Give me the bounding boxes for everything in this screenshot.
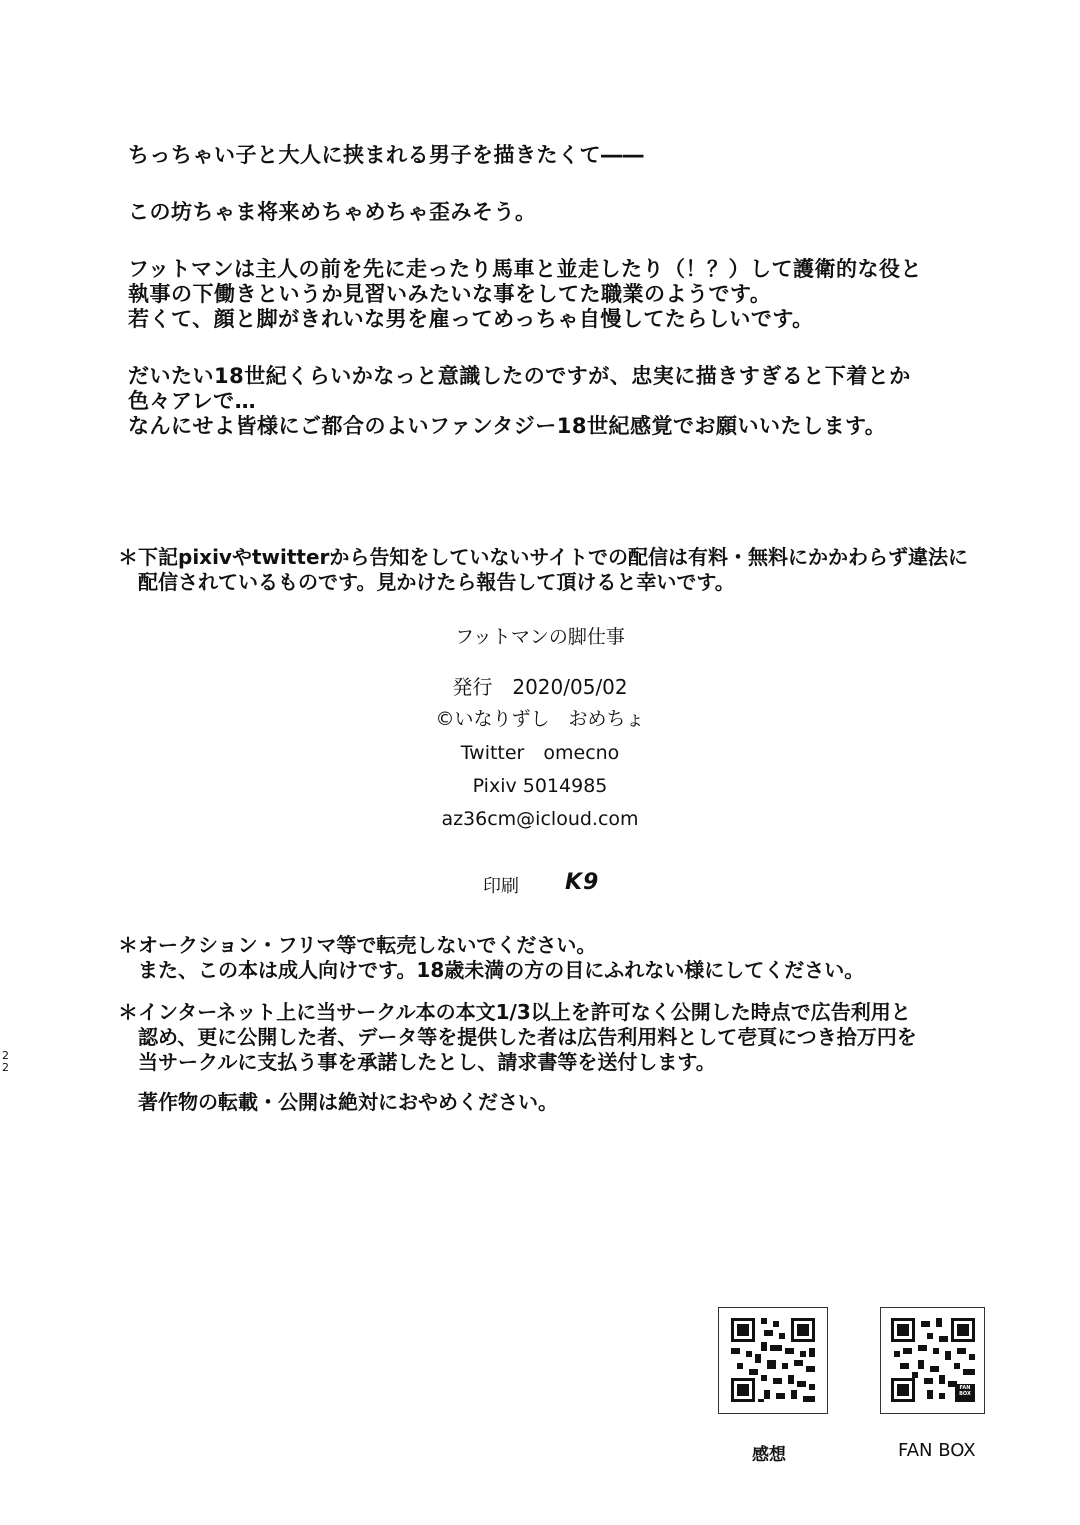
pixiv-id: Pixiv 5014985 — [472, 775, 608, 797]
twitter-handle: Twitter omecno — [460, 742, 620, 764]
qr-code-icon — [881, 1308, 984, 1413]
distribution-notice — [118, 545, 968, 595]
afterword — [128, 143, 1028, 439]
resale-notice — [118, 933, 864, 983]
book-title: フットマンの脚仕事 — [455, 626, 625, 648]
feedback-qr-code[interactable] — [718, 1307, 828, 1414]
notice-line: 認め、更に公開した者、データ等を提供した者は広告利用料として壱頁につき拾万円を — [118, 1025, 917, 1049]
printer-logo: K9 — [565, 870, 600, 895]
notice-line: 配信されているものです。見かけたら報告して頂けると幸いです。 — [118, 570, 735, 594]
fanbox-caption: FAN BOX — [898, 1440, 976, 1461]
afterword-paragraph-4 — [128, 364, 1028, 439]
afterword-line: 若くて、顔と脚がきれいな男を雇ってめっちゃ自慢してたらしいです。 — [128, 307, 814, 331]
afterword-line: 執事の下働きというか見習いみたいな事をしてた職業のようです。 — [128, 282, 772, 306]
notice-line: ＊インターネット上に当サークル本の本文1/3以上を許可なく公開した時点で広告利用と — [118, 1000, 911, 1024]
fanbox-badge: FAN BOX — [959, 1385, 971, 1397]
notice-line: ＊オークション・フリマ等で転売しないでください。 — [118, 933, 597, 957]
copyright-notice: 著作物の転載・公開は絶対におやめください。 — [118, 1090, 558, 1114]
afterword-paragraph-2: この坊ちゃま将来めちゃめちゃ歪みそう。 — [128, 200, 537, 224]
email-address: az36cm@icloud.com — [441, 808, 639, 830]
issue-date: 発行 2020/05/02 — [452, 675, 628, 699]
notice-line: 当サークルに支払う事を承諾したとし、請求書等を送付します。 — [118, 1050, 716, 1074]
qr-code-icon — [719, 1308, 827, 1413]
printer-label: 印刷 — [483, 876, 519, 897]
afterword-paragraph-3 — [128, 257, 1028, 332]
copyright-line: ©いなりずし おめちょ — [435, 708, 645, 730]
feedback-caption: 感想 — [752, 1445, 786, 1465]
afterword-paragraph-1: ちっちゃい子と大人に挟まれる男子を描きたくて―― — [128, 143, 644, 167]
afterword-line: 色々アレで… — [128, 389, 257, 413]
internet-notice — [118, 1000, 917, 1075]
page-number: 22 — [2, 1049, 9, 1074]
afterword-line: だいたい18世紀くらいかなっと意識したのですが、忠実に描きすぎると下着とか — [128, 364, 911, 388]
notice-line: ＊下記pixivやtwitterから告知をしていないサイトでの配信は有料・無料にかかわらず違法に — [118, 545, 969, 569]
notice-line: また、この本は成人向けです。18歳未満の方の目にふれない様にしてください。 — [118, 958, 865, 982]
afterword-line: フットマンは主人の前を先に走ったり馬車と並走したり（！？）して護衛的な役と — [128, 257, 923, 281]
afterword-line: なんにせよ皆様にご都合のよいファンタジー18世紀感覚でお願いいたします。 — [128, 414, 887, 438]
fanbox-qr-code[interactable] — [880, 1307, 985, 1414]
